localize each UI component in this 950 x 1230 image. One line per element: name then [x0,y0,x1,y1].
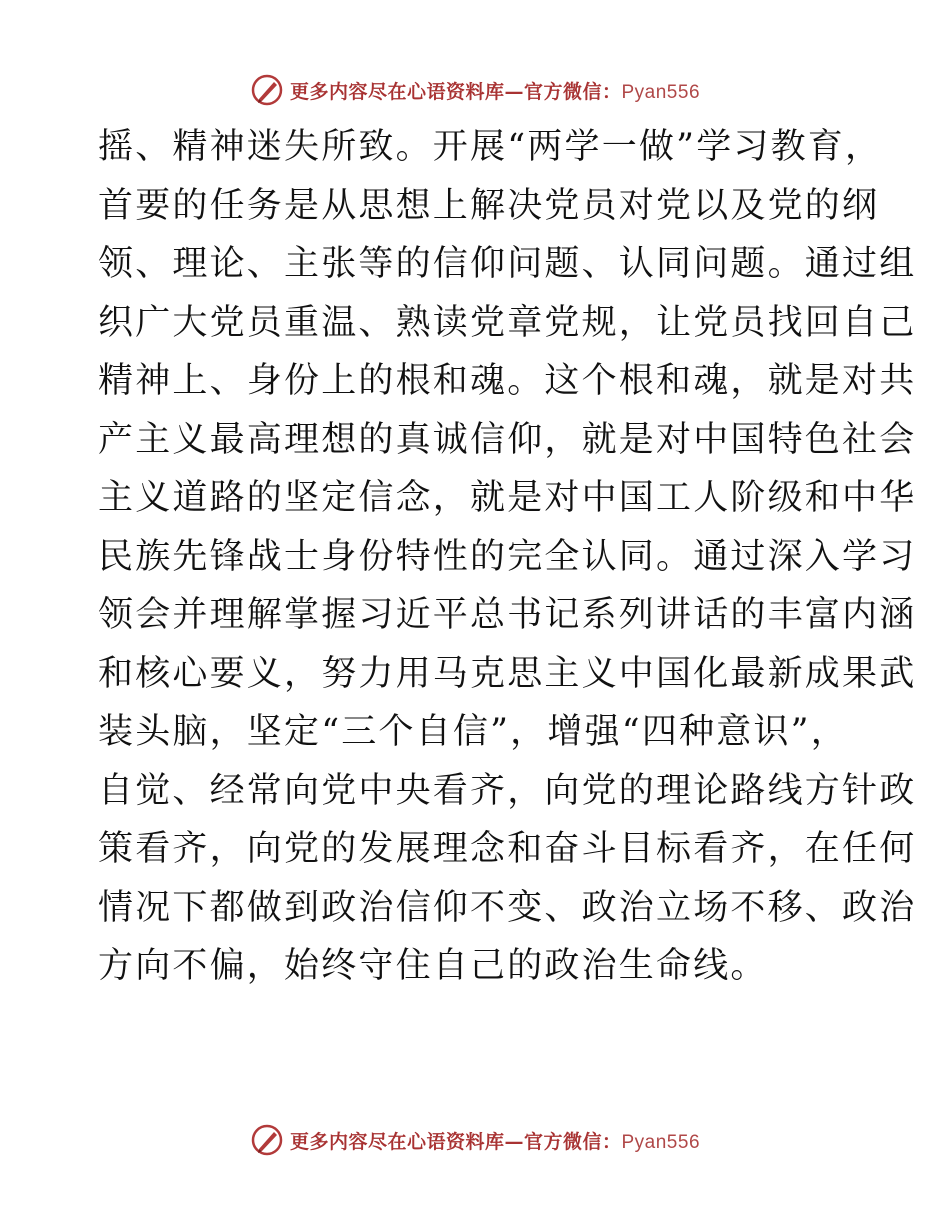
text-line: 装头脑，坚定“三个自信”，增强“四种意识”， [98,712,848,752]
footer-banner [0,1122,950,1158]
text-line: 主义道路的坚定信念，就是对中国工人阶级和中华 [98,478,917,518]
header-banner-text: 更多内容尽在心语资料库—官方微信：Pyan556 [289,80,701,103]
pen-logo-icon [250,73,284,107]
text-line: 首要的任务是从思想上解决党员对党以及党的纲 [98,185,880,226]
text-line: 策看齐，向党的发展理念和奋斗目标看齐，在任何 [98,829,917,869]
text-line: 摇、精神迷失所致。开展“两学一做”学习教育， [98,127,883,167]
text-line: 民族先锋战士身份特性的完全认同。通过深入学习 [98,536,917,577]
footer-banner-text: 更多内容尽在心语资料库—官方微信：Pyan556 [289,1130,701,1153]
text-line: 产主义最高理想的真诚信仰，就是对中国特色社会 [98,419,917,460]
text-line: 织广大党员重温、熟读党章党规，让党员找回自己 [98,302,917,343]
text-line: 领、理论、主张等的信仰问题、认同问题。通过组 [98,244,917,284]
text-line: 情况下都做到政治信仰不变、政治立场不移、政治 [98,887,917,928]
text-line: 自觉、经常向党中央看齐，向党的理论路线方针政 [98,770,917,811]
text-line: 方向不偏，始终守住自己的政治生命线。 [98,946,768,986]
text-line: 和核心要义，努力用马克思主义中国化最新成果武 [98,653,917,694]
document-body [98,118,917,996]
footer-wechat-handle: Pyan556 [621,1131,701,1153]
text-line: 精神上、身份上的根和魂。这个根和魂，就是对共 [98,361,917,401]
text-line: 领会并理解掌握习近平总书记系列讲话的丰富内涵 [98,595,917,635]
header-banner [0,72,950,108]
pen-logo-icon [250,1123,284,1157]
header-wechat-handle: Pyan556 [621,81,701,103]
